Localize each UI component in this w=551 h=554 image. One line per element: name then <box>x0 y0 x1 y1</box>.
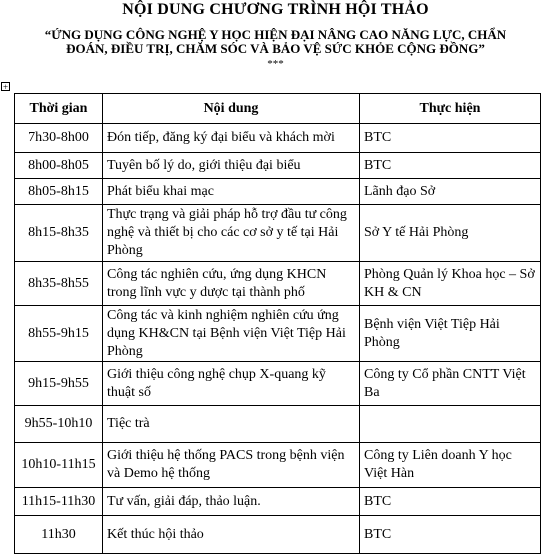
row-time: 9h55-10h10 <box>15 406 103 443</box>
row-time: 11h30 <box>15 516 103 554</box>
row-time: 8h35-8h55 <box>15 262 103 306</box>
row-content: Phát biểu khai mạc <box>103 179 360 205</box>
row-content: Tư vấn, giải đáp, thảo luận. <box>103 488 360 516</box>
header-time: Thời gian <box>15 94 103 124</box>
table-row <box>15 153 541 179</box>
row-owner: Sở Y tế Hải Phòng <box>360 205 541 262</box>
row-content: Giới thiệu công nghệ chụp X-quang kỹ thuật số <box>103 362 360 406</box>
row-time: 11h15-11h30 <box>15 488 103 516</box>
row-time: 8h05-8h15 <box>15 179 103 205</box>
row-content: Tuyên bố lý do, giới thiệu đại biểu <box>103 153 360 179</box>
row-time: 7h30-8h00 <box>15 124 103 153</box>
document-title: NỘI DUNG CHƯƠNG TRÌNH HỘI THẢO <box>122 1 429 18</box>
subtitle-line-1: “ỨNG DỤNG CÔNG NGHỆ Y HỌC HIỆN ĐẠI NÂNG CAO NĂNG LỰC, CHẨN <box>44 27 507 42</box>
row-owner: Lãnh đạo Sở <box>360 179 541 205</box>
row-content: Đón tiếp, đăng ký đại biểu và khách mời <box>103 124 360 153</box>
document-subtitle <box>0 28 551 56</box>
table-row <box>15 516 541 554</box>
row-content: Kết thúc hội thảo <box>103 516 360 554</box>
row-owner: Bệnh viện Việt Tiệp Hải Phòng <box>360 306 541 362</box>
row-content: Công tác và kinh nghiệm nghiên cứu ứng dụng KH&CN tại Bệnh viện Việt Tiệp Hải Phòng <box>103 306 360 362</box>
row-time: 10h10-11h15 <box>15 443 103 488</box>
header-content: Nội dung <box>103 94 360 124</box>
row-owner <box>360 406 541 443</box>
row-owner: BTC <box>360 153 541 179</box>
row-owner: BTC <box>360 124 541 153</box>
row-owner: BTC <box>360 488 541 516</box>
table-row <box>15 124 541 153</box>
table-header-row <box>15 94 541 124</box>
row-content: Thực trạng và giải pháp hỗ trợ đầu tư công nghệ và thiết bị cho các cơ sở y tế tại Hải Phòng <box>103 205 360 262</box>
table-row <box>15 205 541 262</box>
row-content: Tiệc trà <box>103 406 360 443</box>
row-content: Giới thiệu hệ thống PACS trong bệnh viện và Demo hệ thống <box>103 443 360 488</box>
row-time: 8h55-9h15 <box>15 306 103 362</box>
table-row <box>15 262 541 306</box>
subtitle-line-2: ĐOÁN, ĐIỀU TRỊ, CHĂM SÓC VÀ BẢO VỆ SỨC KHỎE CỘNG ĐỒNG” <box>66 41 485 56</box>
table-row <box>15 406 541 443</box>
table-row <box>15 443 541 488</box>
row-owner: Công ty Liên doanh Y học Việt Hàn <box>360 443 541 488</box>
row-time: 9h15-9h55 <box>15 362 103 406</box>
row-owner: BTC <box>360 516 541 554</box>
agenda-table <box>14 93 541 554</box>
row-owner: Phòng Quản lý Khoa học – Sở KH & CN <box>360 262 541 306</box>
row-content: Công tác nghiên cứu, ứng dụng KHCN trong lĩnh vực y dược tại thành phố <box>103 262 360 306</box>
row-time: 8h15-8h35 <box>15 205 103 262</box>
table-row <box>15 306 541 362</box>
table-row <box>15 488 541 516</box>
table-row <box>15 179 541 205</box>
separator-stars: *** <box>267 58 284 70</box>
row-time: 8h00-8h05 <box>15 153 103 179</box>
row-owner: Công ty Cổ phần CNTT Việt Ba <box>360 362 541 406</box>
table-move-handle-icon[interactable]: + <box>2 82 9 92</box>
header-owner: Thực hiện <box>360 94 541 124</box>
table-row <box>15 362 541 406</box>
